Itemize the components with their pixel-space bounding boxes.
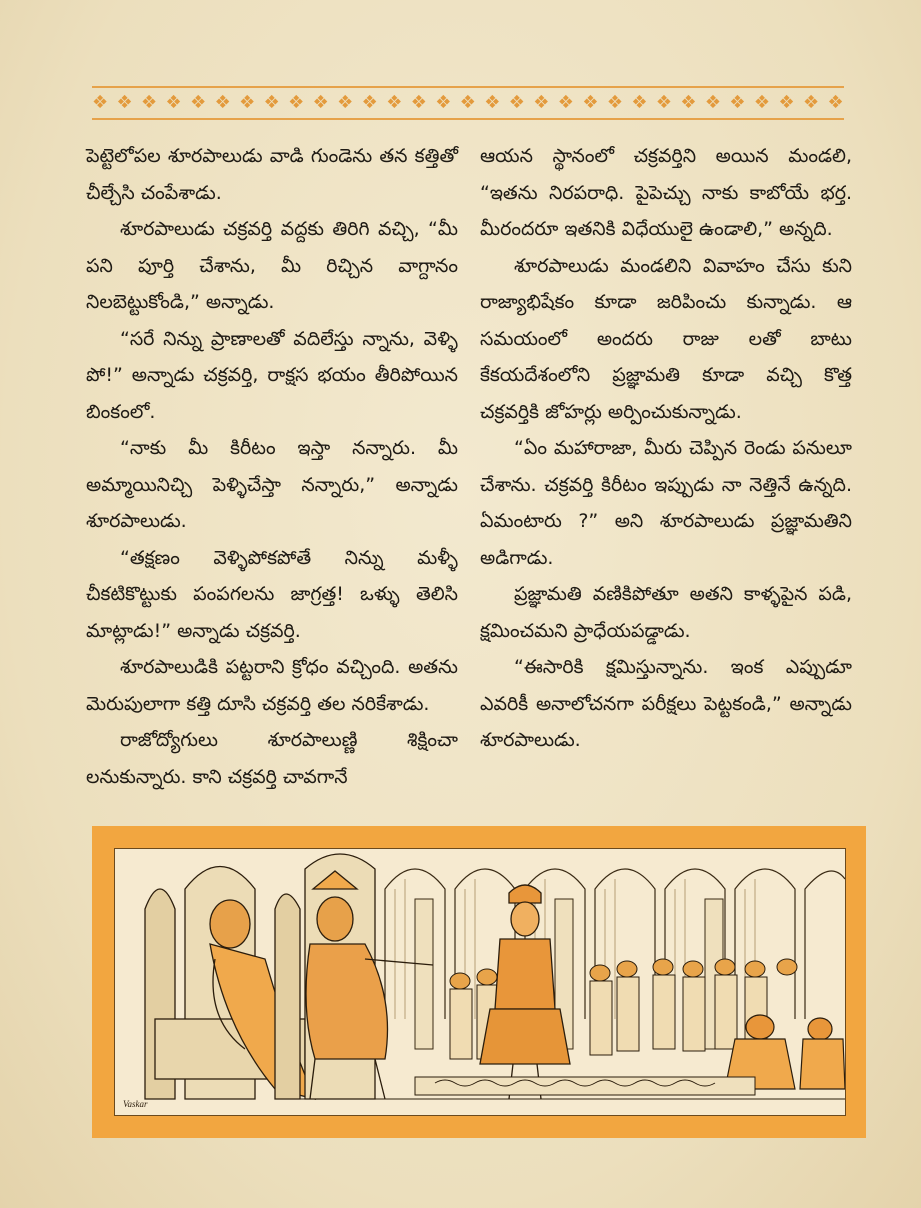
left-text-column [86, 138, 458, 795]
ornament-diamond-icon: ❖ [190, 92, 207, 113]
ornament-diamond-icon: ❖ [508, 92, 525, 113]
ornament-diamond-icon: ❖ [92, 92, 109, 113]
decorative-border [92, 86, 844, 120]
ornament-diamond-icon: ❖ [631, 92, 648, 113]
paragraph: “సరే నిన్ను ప్రాణాలతో వదిలేస్తు న్నాను, వెళ్ళి పో!” అన్నాడు చక్రవర్తి, రాక్షస భయం తీరిపోయిన బింకంలో. [86, 327, 458, 423]
ornament-diamond-icon: ❖ [288, 92, 305, 113]
ornament-diamond-icon: ❖ [582, 92, 599, 113]
paragraph: ప్రజ్ఞామతి వణికిపోతూ అతని కాళ్ళపైన పడి, క్షమించమని ప్రాధేయపడ్డాడు. [480, 583, 852, 642]
ornament-diamond-icon: ❖ [459, 92, 476, 113]
ornament-diamond-icon: ❖ [484, 92, 501, 113]
ornament-diamond-icon: ❖ [361, 92, 378, 113]
ornament-diamond-icon: ❖ [680, 92, 697, 113]
ornament-diamond-icon: ❖ [778, 92, 795, 113]
ornament-diamond-icon: ❖ [116, 92, 133, 113]
paragraph: “తక్షణం వెళ్ళిపోకపోతే నిన్ను మళ్ళీ చీకటికొట్టుకు పంపగలను జాగ్రత్త! ఒళ్ళు తెలిసి మాట్లాడు!” అన్నాడు చక్రవర్తి. [86, 546, 458, 642]
ornament-diamond-icon: ❖ [165, 92, 182, 113]
ornament-diamond-icon: ❖ [655, 92, 672, 113]
paragraph: శూరపాలుడికి పట్టరాని క్రోధం వచ్చింది. అతను మెరుపులాగా కత్తి దూసి చక్రవర్తి తల నరికేశాడు. [86, 656, 458, 715]
ornament-diamond-icon: ❖ [753, 92, 771, 113]
paragraph: రాజోద్యోగులు శూరపాలుణ్ణి శిక్షించా లనుకున్నారు. కాని చక్రవర్తి చావగానే [86, 729, 458, 788]
paragraph: “ఏం మహారాజా, మీరు చెప్పిన రెండు పనులూ చేశాను. చక్రవర్తి కిరీటం ఇప్పుడు నా నెత్తినే ఉన్నది. ఏమంటారు ?” అని శూరపాలుడు ప్రజ్ఞామతిని అడిగాడు. [480, 437, 852, 569]
ornament-diamond-icon: ❖ [386, 92, 403, 113]
ornament-diamond-icon: ❖ [827, 92, 844, 113]
ornament-diamond-icon: ❖ [533, 92, 550, 113]
ornament-diamond-icon: ❖ [410, 92, 427, 113]
ornament-diamond-icon: ❖ [435, 92, 452, 113]
paragraph: శూరపాలుడు మండలిని వివాహం చేసు కుని రాజ్యాభిషేకం కూడా జరిపించు కున్నాడు. ఆ సమయంలో అందరు రాజు లతో బాటు కేకయదేశంలోని ప్రజ్ఞామతి కూడా వచ్చి కొత్త చక్రవర్తికి జోహర్లు అర్పించుకున్నాడు. [480, 254, 852, 423]
right-text-column [480, 138, 852, 759]
ornament-diamond-icon: ❖ [263, 92, 280, 113]
illustration-frame [92, 826, 866, 1138]
ornament-diamond-icon: ❖ [337, 92, 354, 113]
ornament-diamond-icon: ❖ [312, 92, 329, 113]
paragraph: పెట్టెలోపల శూరపాలుడు వాడి గుండెను తన కత్తితో చీల్చేసి చంపేశాడు. [86, 145, 458, 204]
ornament-diamond-icon: ❖ [214, 92, 231, 113]
paragraph: శూరపాలుడు చక్రవర్తి వద్దకు తిరిగి వచ్చి, “మీ పని పూర్తి చేశాను, మీ రిచ్చిన వాగ్దానం నిలబెట్టుకోండి,” అన్నాడు. [86, 218, 458, 313]
ornament-diamond-icon: ❖ [557, 92, 574, 113]
ornament-diamond-icon: ❖ [606, 92, 623, 113]
ornament-diamond-icon: ❖ [239, 92, 256, 113]
ornament-diamond-icon: ❖ [141, 92, 158, 113]
paragraph: ఆయన స్థానంలో చక్రవర్తిని అయిన మండలి, “ఇతను నిరపరాధి. పైపెచ్చు నాకు కాబోయే భర్త. మీరందరూ ఇతనికి విధేయులై ఉండాలి,” అన్నది. [480, 145, 852, 240]
court-scene-illustration [114, 848, 846, 1116]
paragraph: “ఈసారికి క్షమిస్తున్నాను. ఇంక ఎప్పుడూ ఎవరికీ అనాలోచనగా పరీక్షలు పెట్టకండి,” అన్నాడు శూరపాలుడు. [480, 656, 852, 751]
artist-signature: Vaskar [123, 1099, 148, 1109]
paragraph: “నాకు మీ కిరీటం ఇస్తా నన్నారు. మీ అమ్మాయినిచ్చి పెళ్ళిచేస్తా నన్నారు,” అన్నాడు శూరపాలుడు. [86, 437, 458, 532]
ornament-diamond-icon: ❖ [802, 92, 820, 113]
ornament-diamond-icon: ❖ [729, 92, 746, 113]
ornament-diamond-icon: ❖ [704, 92, 722, 113]
